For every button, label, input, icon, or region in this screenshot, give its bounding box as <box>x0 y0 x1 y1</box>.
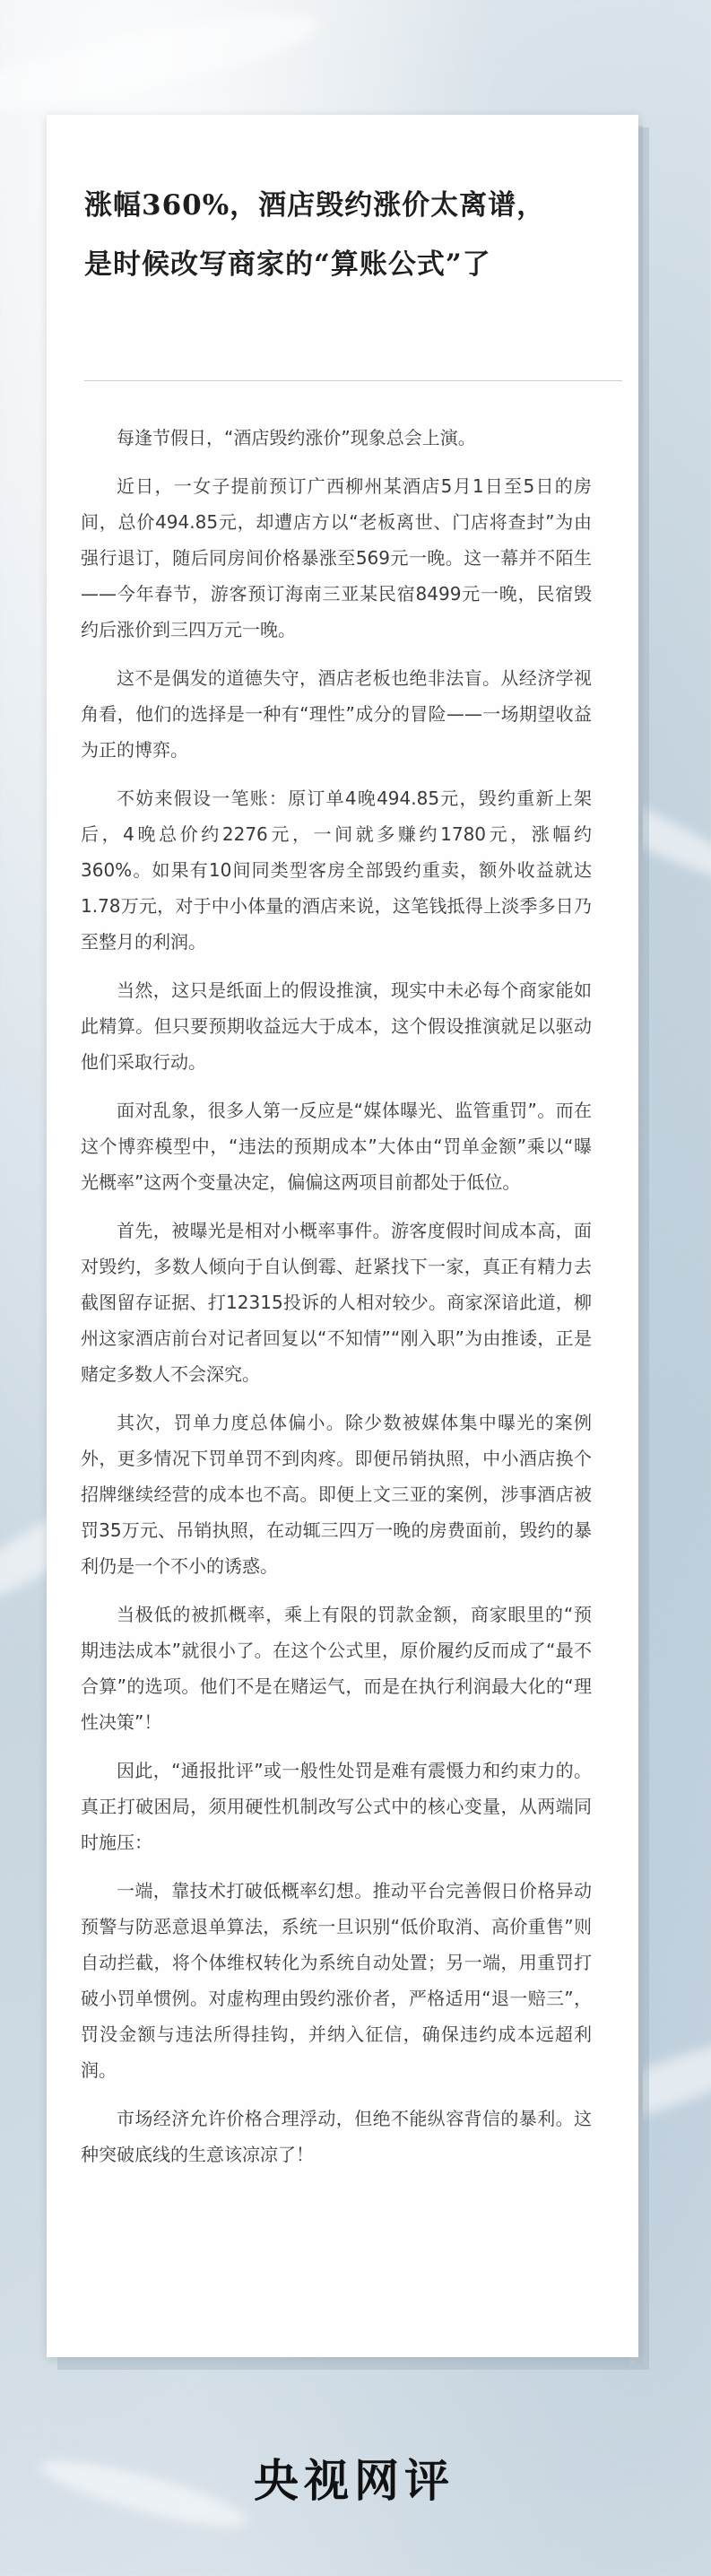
paragraph: 因此，“通报批评”或一般性处罚是难有震慑力和约束力的。真正打破困局，须用硬性机制改写公式中的核心变量，从两端同时施压： <box>81 1760 592 1853</box>
article-title <box>84 176 613 294</box>
logo-text: 央视网评 <box>254 2454 455 2507</box>
paragraph: 市场经济允许价格合理浮动，但绝不能纵容背信的暴利。这种突破底线的生意该凉凉了！ <box>81 2108 592 2165</box>
paragraph: 其次，罚单力度总体偏小。除少数被媒体集中曝光的案例外，更多情况下罚单罚不到肉疼。即便吊销执照，中小酒店换个招牌继续经营的成本也不高。即便上文三亚的案例，涉事酒店被罚35万元、吊销执照，在动辄三四万一晚的房费面前，毁约的暴利仍是一个不小的诱惑。 <box>81 1412 592 1577</box>
paragraph: 不妨来假设一笔账：原订单4晚494.85元，毁约重新上架后，4晚总价约2276元，一间就多赚约1780元，涨幅约360%。如果有10间同类型客房全部毁约重卖，额外收益就达1.78万元，对于中小体量的酒店来说，这笔钱抵得上淡季多日乃至整月的利润。 <box>81 788 592 953</box>
paragraph: 当然，这只是纸面上的假设推演，现实中未必每个商家能如此精算。但只要预期收益远大于成本，这个假设推演就足以驱动他们采取行动。 <box>81 979 592 1073</box>
title-divider <box>84 380 622 381</box>
article-body <box>81 420 592 2185</box>
paragraph: 当极低的被抓概率，乘上有限的罚款金额，商家眼里的“预期违法成本”就很小了。在这个公式里，原价履约反而成了“最不合算”的选项。他们不是在赌运气，而是在执行利润最大化的“理性决策”！ <box>81 1604 592 1733</box>
paragraph: 首先，被曝光是相对小概率事件。游客度假时间成本高，面对毁约，多数人倾向于自认倒霉、赶紧找下一家，真正有精力去截图留存证据、打12315投诉的人相对较少。商家深谙此道，柳州这家酒店前台对记者回复以“不知情”“刚入职”为由推诿，正是赌定多数人不会深究。 <box>81 1220 592 1385</box>
cctv-commentary-logo <box>220 2441 489 2513</box>
paragraph: 一端，靠技术打破低概率幻想。推动平台完善假日价格异动预警与防恶意退单算法，系统一旦识别“低价取消、高价重售”则自动拦截，将个体维权转化为系统自动处置；另一端，用重罚打破小罚单惯例。对虚构理由毁约涨价者，严格适用“退一赔三”，罚没金额与违法所得挂钩，并纳入征信，确保违约成本远超利润。 <box>81 1880 592 2081</box>
paragraph: 面对乱象，很多人第一反应是“媒体曝光、监管重罚”。而在这个博弈模型中，“违法的预期成本”大体由“罚单金额”乘以“曝光概率”这两个变量决定，偏偏这两项目前都处于低位。 <box>81 1100 592 1193</box>
article-title-line-1: 涨幅360%，酒店毁约涨价太离谱， <box>84 189 546 222</box>
paragraph: 这不是偶发的道德失守，酒店老板也绝非法盲。从经济学视角看，他们的选择是一种有“理性”成分的冒险——一场期望收益为正的博弈。 <box>81 667 592 761</box>
article-title-line-2: 是时候改写商家的“算账公式”了 <box>84 248 491 281</box>
background-texture <box>0 0 325 128</box>
paragraph: 每逢节假日，“酒店毁约涨价”现象总会上演。 <box>117 427 476 448</box>
paragraph: 近日，一女子提前预订广西柳州某酒店5月1日至5日的房间，总价494.85元，却遭店方以“老板离世、门店将查封”为由强行退订，随后同房间价格暴涨至569元一晚。这一幕并不陌生——今年春节，游客预订海南三亚某民宿8499元一晚，民宿毁约后涨价到三四万元一晚。 <box>81 475 592 640</box>
